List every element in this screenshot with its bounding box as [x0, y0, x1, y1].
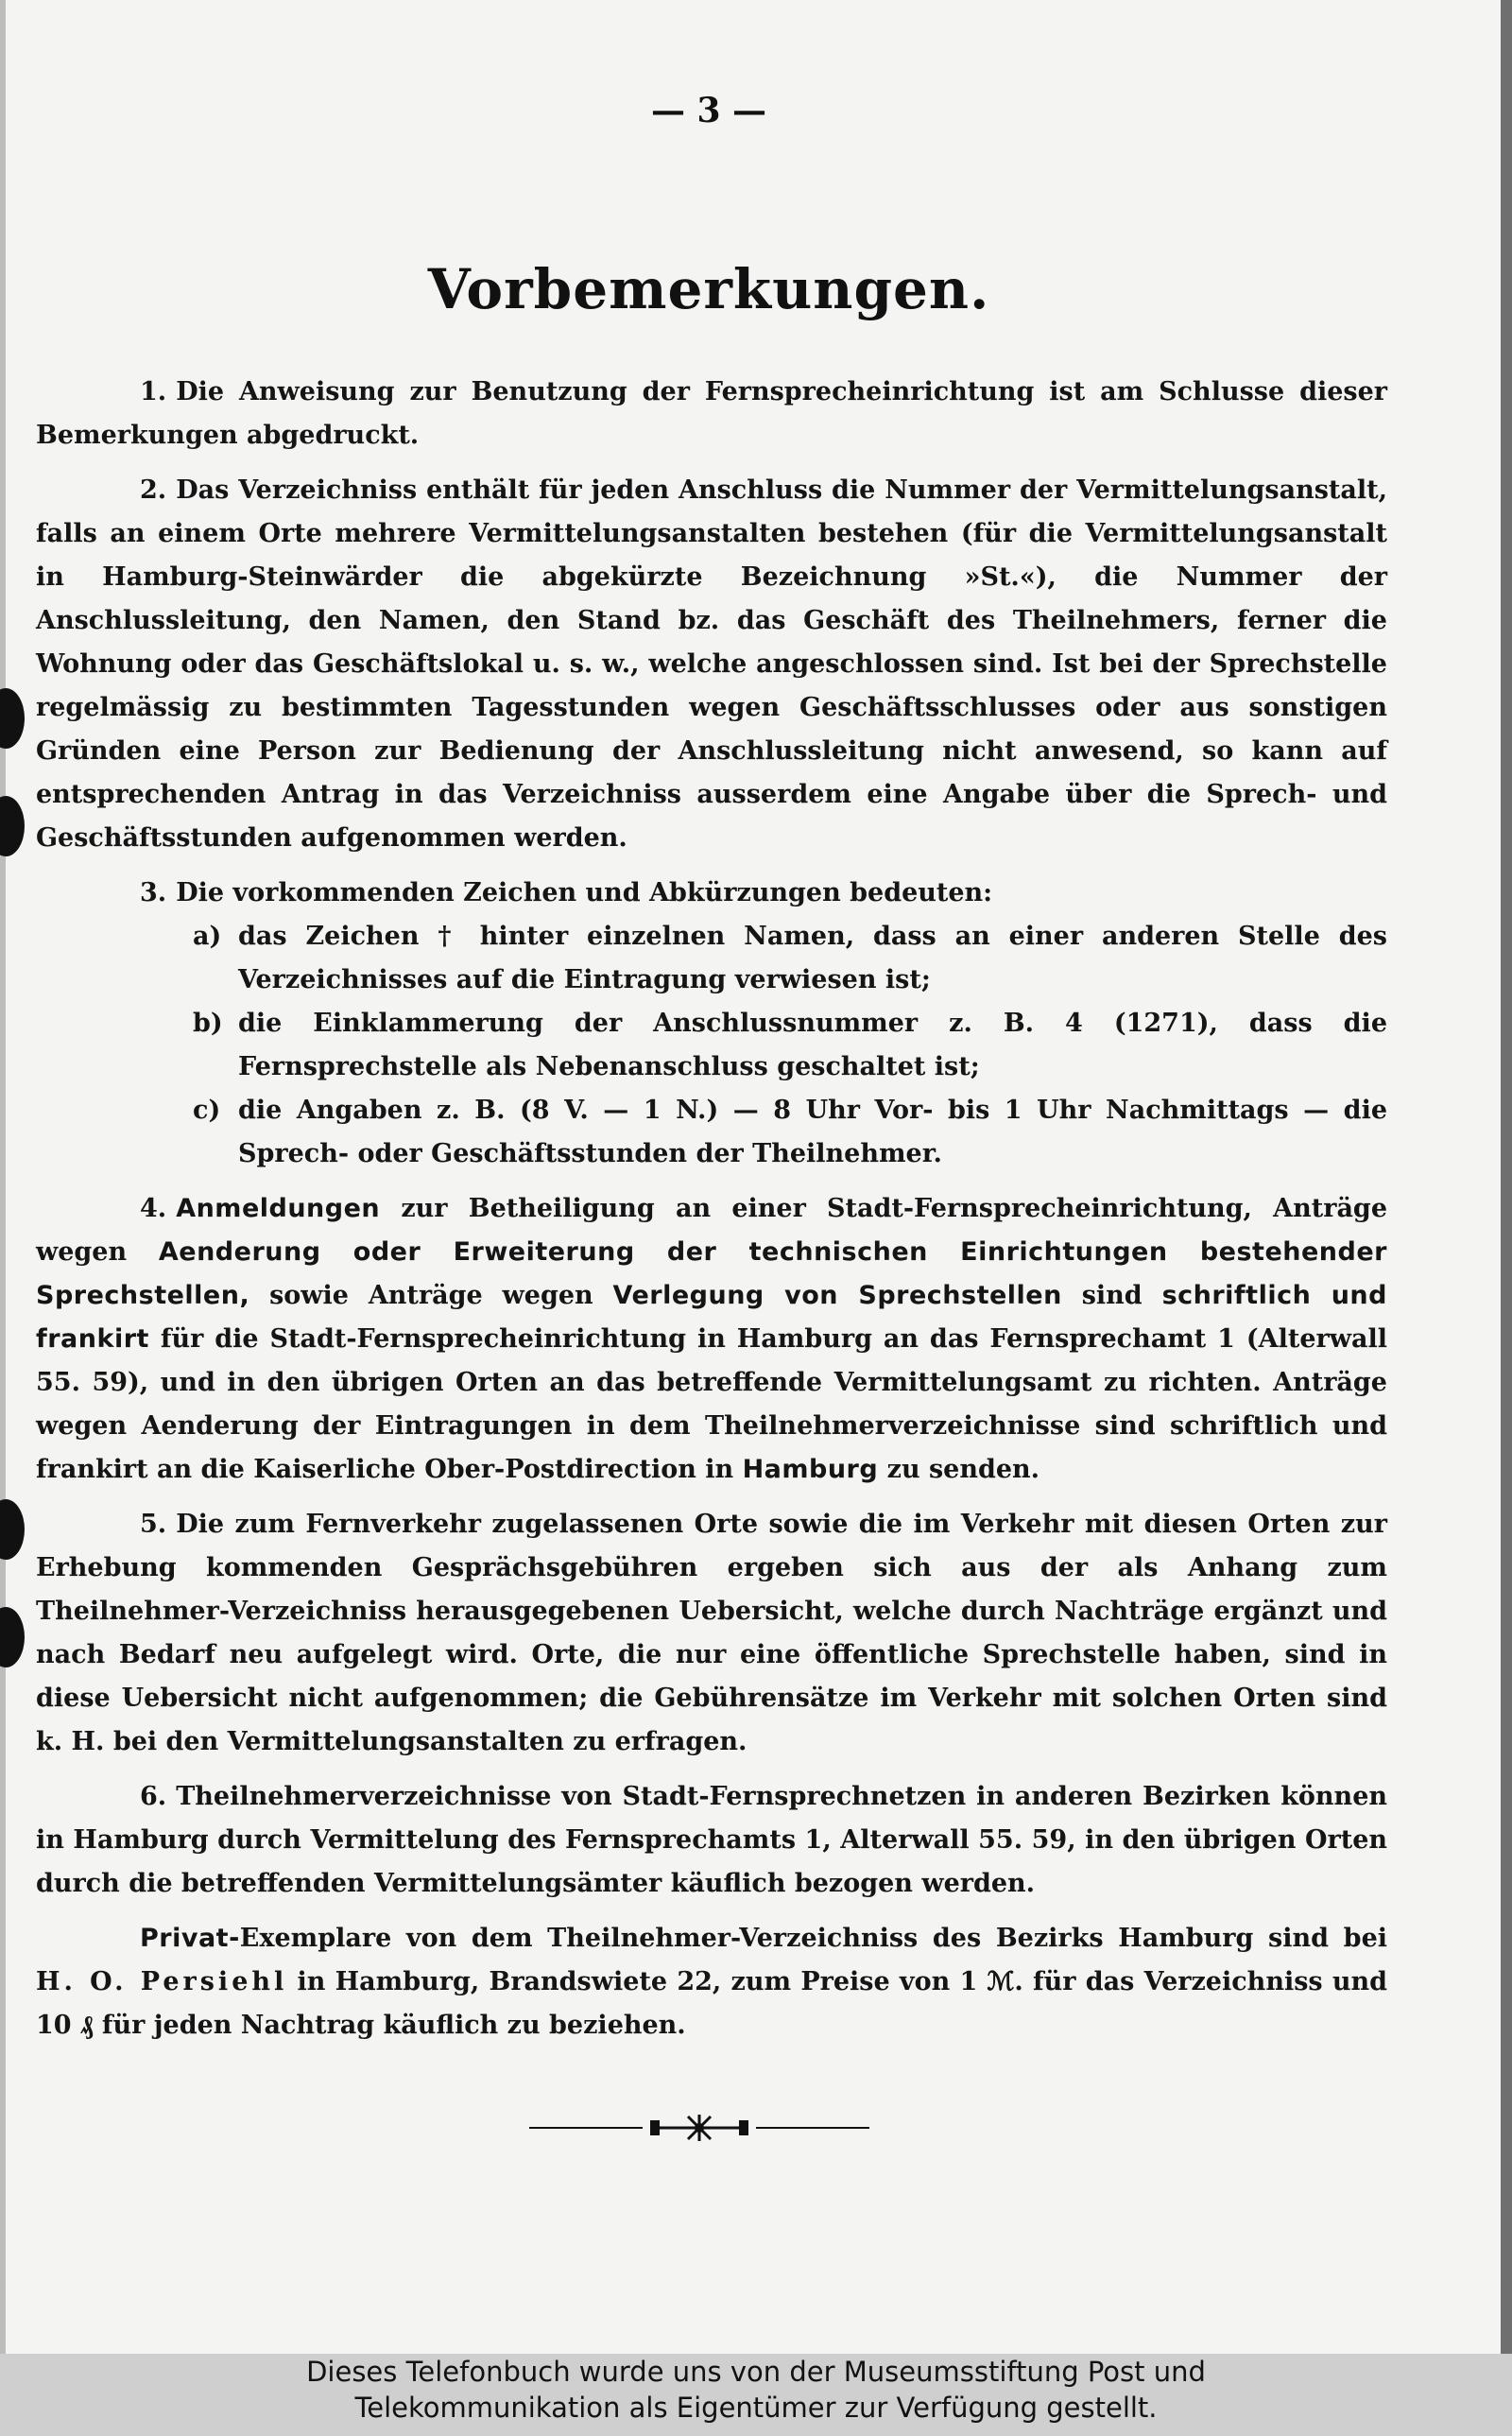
- punch-hole: [0, 796, 25, 856]
- paragraph-number: 2.: [140, 475, 167, 505]
- footer-line: Telekommunikation als Eigentümer zur Verfügung gestellt.: [354, 2392, 1158, 2424]
- paragraph-5: [36, 1503, 1387, 1764]
- emphasis-text: schriftlich und frankirt: [36, 1281, 1387, 1354]
- paragraph-3: [36, 872, 1387, 915]
- paragraph-number: 6.: [140, 1782, 167, 1811]
- emphasis-text: Anmeldungen: [176, 1194, 381, 1223]
- paragraph-6: [36, 1775, 1387, 1906]
- emphasis-text: Aenderung oder Erweiterung der technischen Einrichtungen bestehender Sprechstellen,: [36, 1237, 1387, 1310]
- document-body: [36, 371, 1387, 2059]
- paragraph-privat: [36, 1917, 1387, 2047]
- paragraph-text: für die Stadt-Fernsprecheinrichtung in Hamburg an das Fernsprechamt 1 (Alterwall 55. 59), und in den übrigen Orten an das betreffende Vermittelungsamt zu richten. Anträge wegen Aenderung der Eintragungen in dem Theilnehmerverzeichnisse sind schriftlich und frankirt an die Kaiserliche Ober-Postdirection in: [36, 1324, 1387, 1484]
- paragraph-text: Theilnehmerverzeichnisse von Stadt-Fernsprechnetzen in anderen Bezirken können in Hamburg durch Vermittelung des Fernsprechamts 1, Alterwall 55. 59, in den übrigen Orten durch die betreffenden Vermittelungsämter käuflich bezogen werden.: [36, 1782, 1387, 1898]
- paragraph-text: zu senden.: [878, 1455, 1040, 1484]
- list-item-c: [36, 1089, 1387, 1176]
- emphasis-text: Privat-: [140, 1924, 240, 1953]
- publisher-name: H. O. Persiehl: [36, 1967, 288, 1996]
- paragraph-number: 3.: [140, 878, 167, 907]
- footer-notice: [0, 2354, 1512, 2436]
- page-number: — 3 —: [650, 91, 767, 130]
- list-text: die Einklammerung der Anschlussnummer z. B. 4 (1271), dass die Fernsprechstelle als Nebenanschluss geschaltet ist;: [238, 1009, 1387, 1081]
- paragraph-text: in Hamburg, Brandswiete 22, zum Preise von 1 ℳ. für das Verzeichniss und 10 ₰ für jeden Nachtrag käuflich zu beziehen.: [36, 1967, 1387, 2040]
- paragraph-1: [36, 371, 1387, 458]
- page-title: Vorbemerkungen.: [427, 257, 990, 321]
- page-left-edge: [0, 0, 6, 2354]
- footer-line: Dieses Telefonbuch wurde uns von der Museumsstiftung Post und: [306, 2356, 1206, 2388]
- list-item-a: [36, 915, 1387, 1002]
- paragraph-text: sind: [1061, 1281, 1162, 1310]
- page-right-edge: [1501, 0, 1512, 2354]
- paragraph-2: [36, 469, 1387, 860]
- punch-hole: [0, 1499, 25, 1560]
- paragraph-text: Die zum Fernverkehr zugelassenen Orte sowie die im Verkehr mit diesen Orten zur Erhebung kommenden Gesprächsgebühren ergeben sich aus der als Anhang zum Theilnehmer-Verzeichniss herausgegebenen Uebersicht, welche durch Nachträge ergänzt und nach Bedarf neu aufgelegt wird. Orte, die nur eine öffentliche Sprechstelle haben, sind in diese Uebersicht nicht aufgenommen; die Gebührensätze im Verkehr mit solchen Orten sind k. H. bei den Vermittelungsanstalten zu erfragen.: [36, 1510, 1387, 1756]
- paragraph-text: Exemplare von dem Theilnehmer-Verzeichniss des Bezirks Hamburg sind bei: [239, 1924, 1387, 1953]
- list-item-b: [36, 1002, 1387, 1089]
- paragraph-text: Die vorkommenden Zeichen und Abkürzungen bedeuten:: [176, 878, 993, 907]
- list-label: a): [193, 922, 222, 951]
- emphasis-text: Hamburg: [742, 1455, 879, 1484]
- paragraph-number: 5.: [140, 1510, 167, 1539]
- paragraph-text: zur Betheiligung an einer Stadt-Fernsprecheinrichtung, Anträge wegen: [36, 1194, 1387, 1267]
- list-text: das Zeichen † hinter einzelnen Namen, dass an einer anderen Stelle des Verzeichnisses auf die Eintragung verwiesen ist;: [238, 922, 1387, 994]
- punch-hole: [0, 1607, 25, 1667]
- emphasis-text: Verlegung von Sprechstellen: [612, 1281, 1062, 1310]
- paragraph-number: 4.: [140, 1194, 167, 1223]
- punch-hole: [0, 688, 25, 749]
- paragraph-text: Das Verzeichniss enthält für jeden Anschluss die Nummer der Vermittelungsanstalt, falls an einem Orte mehrere Vermittelungsanstalten bestehen (für die Vermittelungsanstalt in Hamburg-Steinwärder die abgekürzte Bezeichnung »St.«), die Nummer der Anschlussleitung, den Namen, den Stand bz. das Geschäft des Theilnehmers, ferner die Wohnung oder das Geschäftslokal u. s. w., welche angeschlossen sind. Ist bei der Sprechstelle regelmässig zu bestimmten Tagesstunden wegen Geschäftsschlusses oder aus sonstigen Gründen eine Person zur Bedienung der Anschlussleitung nicht anwesend, so kann auf entsprechenden Antrag in das Verzeichniss ausserdem eine Angabe über die Sprech- und Geschäftsstunden aufgenommen werden.: [36, 475, 1387, 853]
- list-text: die Angaben z. B. (8 V. — 1 N.) — 8 Uhr Vor- bis 1 Uhr Nachmittags — die Sprech- oder Geschäftsstunden der Theilnehmer.: [238, 1096, 1387, 1168]
- list-label: c): [193, 1096, 221, 1125]
- paragraph-4: [36, 1187, 1387, 1492]
- paragraph-text: Die Anweisung zur Benutzung der Fernsprecheinrichtung ist am Schlusse dieser Bemerkungen abgedruckt.: [36, 377, 1387, 450]
- paragraph-text: sowie Anträge wegen: [249, 1281, 613, 1310]
- ornament-divider-icon: [529, 2114, 869, 2142]
- list-label: b): [193, 1009, 223, 1038]
- paragraph-number: 1.: [140, 377, 167, 406]
